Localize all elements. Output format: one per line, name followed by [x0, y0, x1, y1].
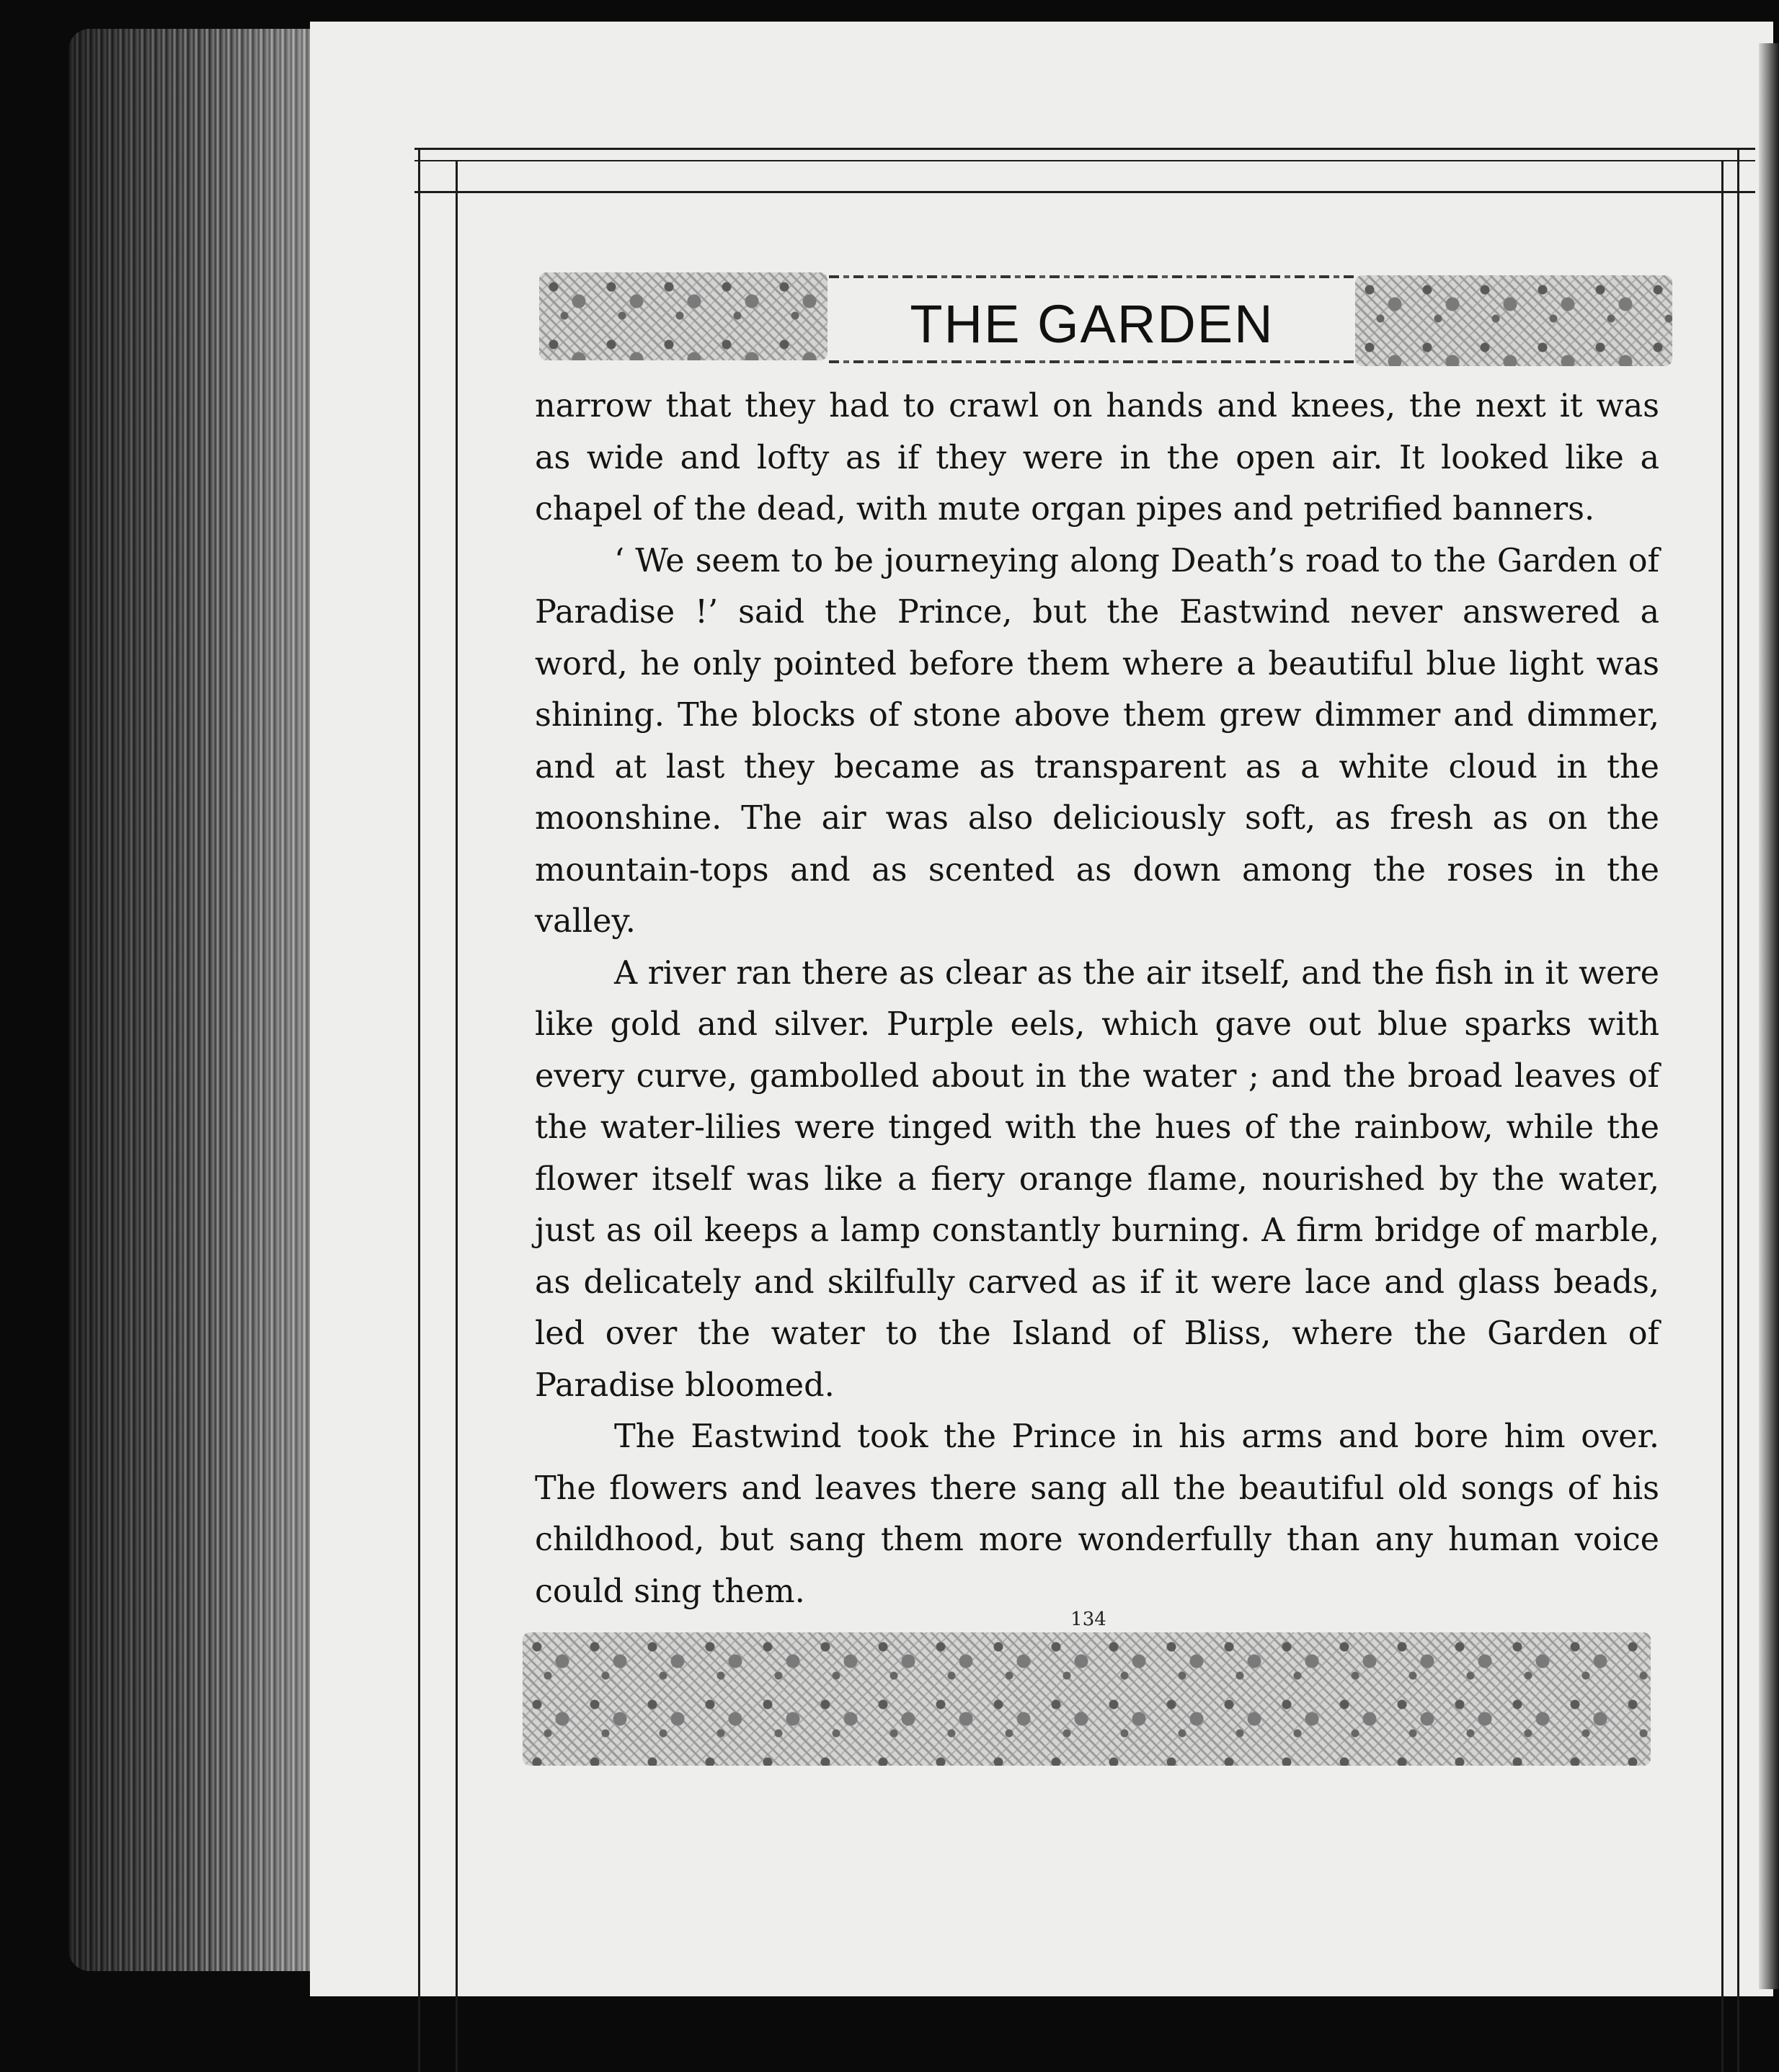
- paragraph-2: ‘ We seem to be journeying along Death’s road to the Garden of Paradise !’ said the Prince, but the Eastwind never answered a word, he only pointed before them where a beautiful blue light was shining. The blocks of stone above them grew dimmer and dimmer, and at last they became as transparent as a white cloud in the moonshine. The air was also deliciously soft, as fresh as on the mountain-tops and as scented as down among the roses in the valley.: [535, 542, 1659, 940]
- paragraph-3: A river ran there as clear as the air itself, and the fish in it were like gold and silver. Purple eels, which gave out blue sparks with every curve, gambolled about in the water ; and the broad leaves of the water-lilies were tinged with the hues of the rainbow, while the flower itself was like a fiery orange flame, nourished by the water, just as oil keeps a lamp constantly burning. A firm bridge of marble, as delicately and skilfully carved as if it were lace and glass beads, led over the water to the Island of Bliss, where the Garden of Paradise bloomed.: [535, 954, 1659, 1404]
- page-number: 134: [1070, 1609, 1106, 1630]
- running-head: THE GARDEN: [910, 294, 1274, 354]
- header-ornament-rule-bottom: [829, 360, 1355, 363]
- frame-rule-top-third: [414, 191, 1755, 193]
- header-ornament-rule-top: [829, 275, 1355, 278]
- frame-rule-top-inner: [414, 160, 1755, 161]
- frame-rule-top-outer: [414, 148, 1755, 150]
- paragraph-4: The Eastwind took the Prince in his arms and bore him over. The flowers and leaves there sang all the beautiful old songs of his childhood, but sang them more wonderfully than any human voice could sing them.: [535, 1418, 1659, 1610]
- book-page-edges: [68, 29, 317, 1971]
- footer-ornament: [523, 1632, 1651, 1766]
- header-ornament-left: [539, 272, 828, 360]
- book-right-edge: [1759, 43, 1779, 1989]
- body-text: [535, 381, 1659, 1617]
- frame-rule-left-outer: [418, 148, 420, 2072]
- paragraph-1: narrow that they had to crawl on hands and knees, the next it was as wide and lofty as if they were in the open air. It looked like a chapel of the dead, with mute organ pipes and petrified banners.: [535, 388, 1659, 528]
- frame-rule-right-outer: [1737, 148, 1739, 2072]
- frame-rule-right-inner: [1721, 160, 1723, 2072]
- header-ornament-right: [1355, 275, 1672, 366]
- frame-rule-left-inner: [456, 160, 458, 2072]
